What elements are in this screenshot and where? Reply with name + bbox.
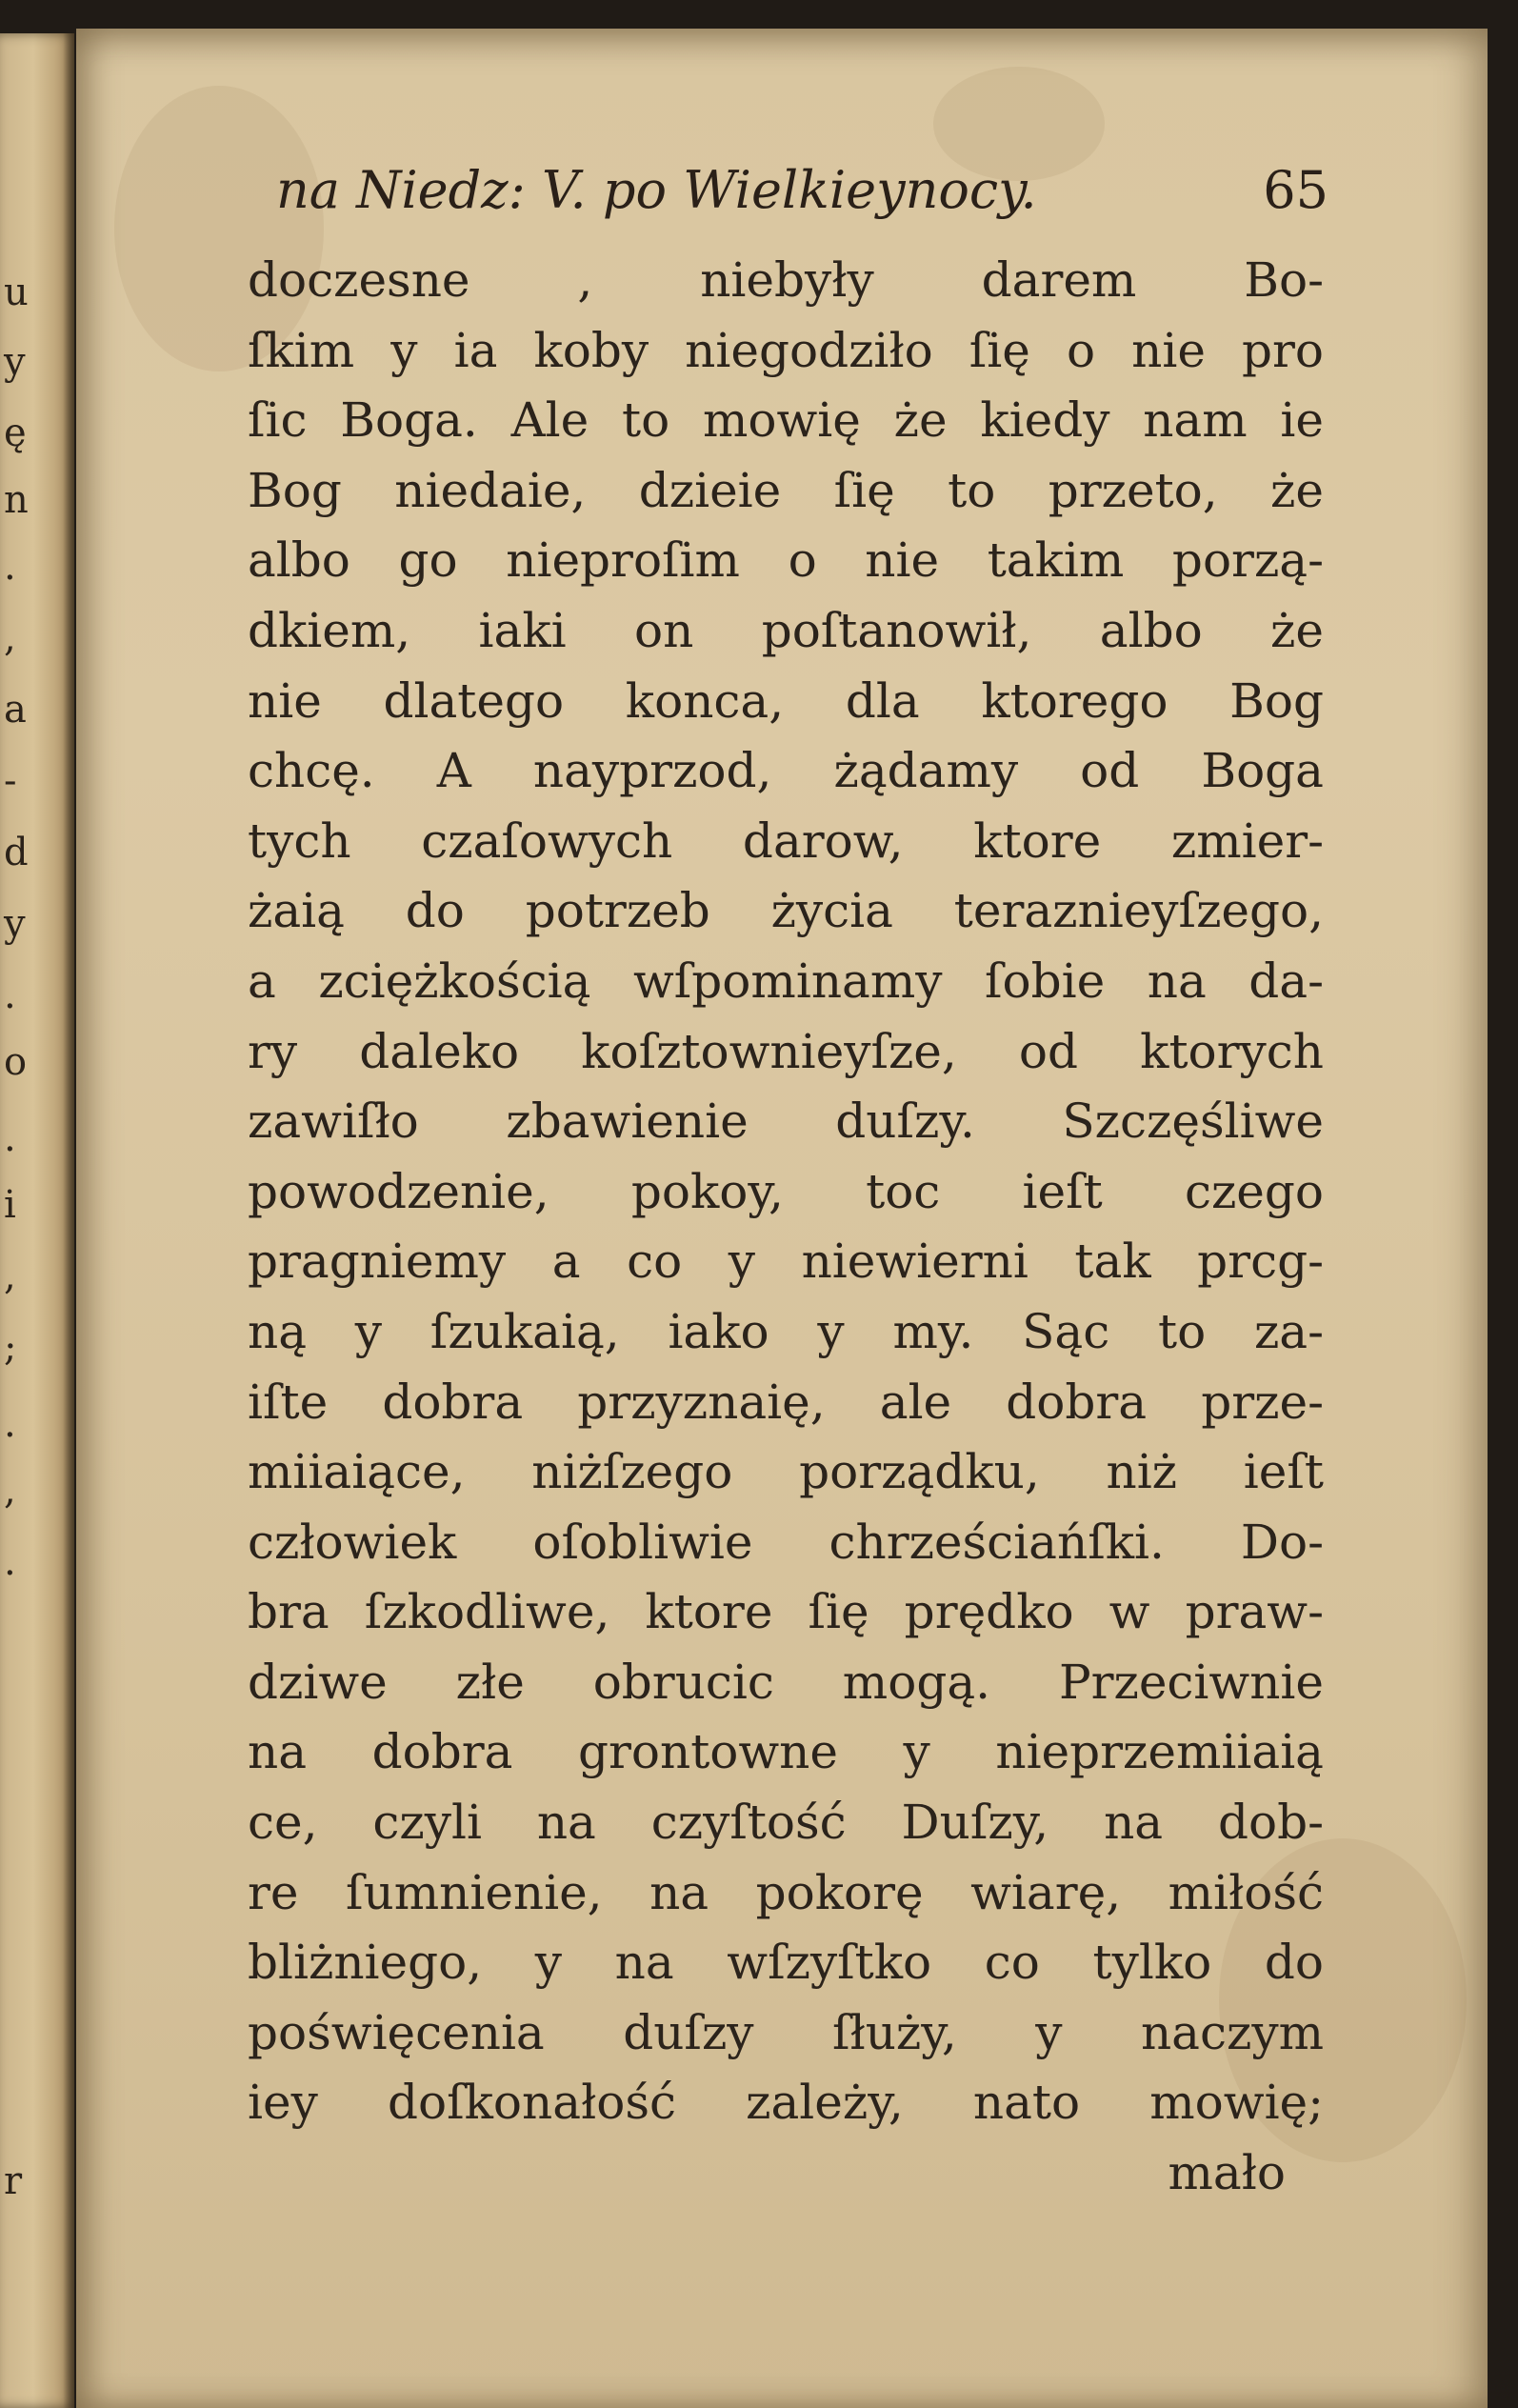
left-page-fragment: r	[4, 2159, 23, 2203]
text-line: Bog niedaie, dzieie ſię to przeto, że	[248, 462, 1324, 518]
left-page-fragment: ę	[4, 411, 27, 455]
text-line: bra ſzkodliwe, ktore ſię prędko w praw-	[248, 1584, 1324, 1640]
left-page-fragment: .	[4, 973, 16, 1017]
text-line: iſte dobra przyznaię, ale dobra prze-	[248, 1374, 1324, 1430]
running-head: na Niedz: V. po Wielkieynocy.	[276, 160, 1037, 220]
text-line: ce, czyli na czyſtość Duſzy, na dob-	[248, 1795, 1324, 1851]
left-page-fragment: .	[4, 1402, 16, 1446]
left-page-fragment: .	[4, 1116, 16, 1160]
body-text	[248, 246, 1324, 2209]
text-line: nie dlatego konca, dla ktorego Bog	[248, 672, 1324, 729]
left-page-fragment: y	[4, 340, 26, 384]
text-line: dziwe złe obrucic mogą. Przeciwnie	[248, 1654, 1324, 1710]
text-line: doczesne , niebyły darem Bo-	[248, 252, 1324, 308]
text-line: re ſumnienie, na pokorę wiarę, miłość	[248, 1864, 1324, 1920]
page-header	[276, 160, 1328, 236]
text-line: zawiſło zbawienie duſzy. Szczęśliwe	[248, 1094, 1324, 1150]
left-page-fragment: a	[4, 688, 27, 732]
text-line: powodzenie, pokoy, toc ieſt czego	[248, 1163, 1324, 1219]
text-line: tych czaſowych darow, ktore zmier-	[248, 813, 1324, 869]
text-line: człowiek oſobliwie chrześciańſki. Do-	[248, 1514, 1324, 1570]
text-line: miiaiące, niżſzego porządku, niż ieſt	[248, 1444, 1324, 1500]
text-line: na dobra grontowne y nieprzemiiaią	[248, 1724, 1324, 1780]
left-page-fragment: .	[4, 545, 16, 589]
left-page-fragment: n	[4, 478, 29, 522]
text-line: albo go nieproſim o nie takim porzą-	[248, 532, 1324, 589]
text-line: ną y ſzukaią, iako y my. Sąc to za-	[248, 1303, 1324, 1359]
left-page-fragment: ,	[4, 1254, 16, 1298]
text-line: chcę. A nayprzod, żądamy od Boga	[248, 743, 1324, 799]
text-line: bliżniego, y na wſzyſtko co tylko do	[248, 1935, 1324, 1991]
text-line: ſic Boga. Ale to mowię że kiedy nam ie	[248, 392, 1324, 449]
left-page-fragment: i	[4, 1183, 16, 1227]
left-page-fragment: ,	[4, 616, 16, 660]
left-page-fragment: ;	[4, 1326, 17, 1370]
left-page-fragment: -	[4, 759, 17, 803]
catchword: mało	[1168, 2145, 1286, 2201]
left-page-fragment: .	[4, 1540, 16, 1584]
text-line: pragniemy a co y niewierni tak prcg-	[248, 1234, 1324, 1290]
text-line: iey doſkonałość zależy, nato mowię;	[248, 2075, 1324, 2131]
text-line: dkiem, iaki on poſtanowił, albo że	[248, 602, 1324, 658]
book-page	[76, 29, 1488, 2408]
text-line: żaią do potrzeb życia teraznieyſzego,	[248, 883, 1324, 939]
text-line: ry daleko koſztownieyſze, od ktorych	[248, 1023, 1324, 1079]
text-line: poświęcenia duſzy ſłuży, y naczym	[248, 2004, 1324, 2060]
left-page-fragment: o	[4, 1040, 28, 1084]
left-page-edge	[0, 33, 74, 2408]
left-page-fragment: d	[4, 831, 29, 874]
text-line: ſkim y ia koby niegodziło ſię o nie pro	[248, 322, 1324, 378]
page-number: 65	[1263, 160, 1328, 220]
left-page-fragment: ,	[4, 1469, 16, 1513]
left-page-fragment: y	[4, 902, 26, 946]
left-page-fragment: u	[4, 271, 29, 314]
text-line: a zciężkością wſpominamy ſobie na da-	[248, 953, 1324, 1009]
